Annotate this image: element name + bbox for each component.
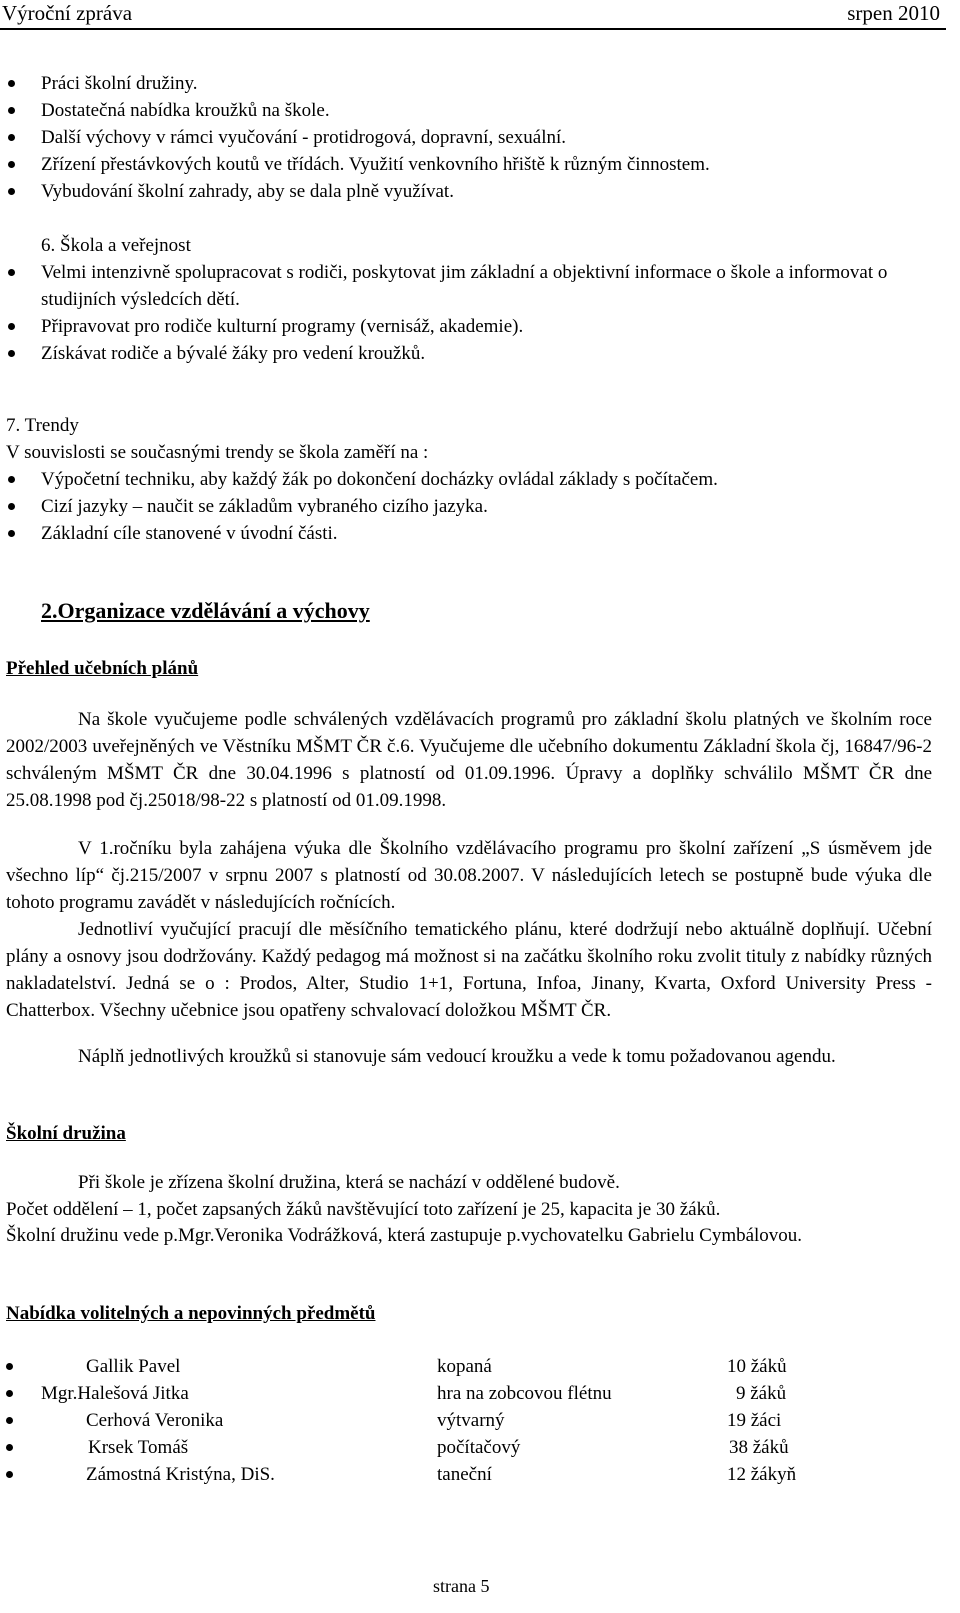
plans-heading: Přehled učebních plánů (6, 658, 199, 679)
plans-paragraph-4: Náplň jednotlivých kroužků si stanovuje sám vedoucí kroužku a vede k tomu požadovanou agendu. (78, 1046, 836, 1067)
list-item: Připravovat pro rodiče kulturní programy (vernisáž, akademie). (6, 313, 926, 340)
list-item: Vybudování školní zahrady, aby se dala plně využívat. (6, 178, 926, 205)
teacher-name: Mgr.Halešová Jitka (41, 1383, 189, 1404)
student-count: 9 žáků (736, 1383, 787, 1404)
bullet-icon (6, 1417, 13, 1424)
page-number: strana 5 (433, 1576, 490, 1596)
student-count: 12 žákyň (727, 1464, 797, 1485)
offer-heading: Nabídka volitelných a nepovinných předmětů (6, 1303, 376, 1324)
offer-row (0, 1434, 900, 1462)
chapter-2-title: 2.Organizace vzdělávání a výchovy (41, 598, 370, 623)
section-6-title: 6. Škola a veřejnost (41, 235, 191, 256)
section-7-list (6, 466, 926, 547)
document-date: srpen 2010 (847, 1, 940, 25)
page-header (0, 0, 946, 30)
bullet-icon (6, 1363, 13, 1370)
teacher-name: Cerhová Veronika (86, 1410, 224, 1431)
bullet-icon (6, 1471, 13, 1478)
teacher-name: Zámostná Kristýna, DiS. (86, 1464, 275, 1485)
student-count: 19 žáci (727, 1410, 782, 1431)
bullet-icon (6, 1390, 13, 1397)
list-item: Práci školní družiny. (6, 70, 926, 97)
subject: kopaná (437, 1356, 492, 1377)
list-item: Dostatečná nabídka kroužků na škole. (6, 97, 926, 124)
section-6-list (6, 259, 926, 367)
bullet-icon (6, 1444, 13, 1451)
plans-paragraph-1: Na škole vyučujeme podle schválených vzdělávacích programů pro základní školu platných ve školním roce 2002/2003 uveřejněných ve Věstníku MŠMT ČR č.6. Vyučujeme dle učebního dokumentu Základní škola čj, 16847/96-2 schváleným MŠMT ČR dne 30.04.1996 s platností od 01.09.1996. Úpravy a doplňky schválilo MŠMT ČR dne 25.08.1998 pod čj.25018/98-22 s platností od 01.09.1998. (6, 709, 932, 811)
offer-row (0, 1461, 900, 1489)
druzina-heading: Školní družina (6, 1123, 126, 1144)
plans-paragraph-2: V 1.ročníku byla zahájena výuka dle Školního vzdělávacího programu pro školní zařízení „S úsměvem jde všechno líp“ čj.215/2007 v srpnu 2007 s platností od 30.08.2007. V následujících letech se postupně bude výuka dle tohoto programu zavádět v následujících ročnících. (6, 838, 932, 913)
student-count: 38 žáků (729, 1437, 789, 1458)
list-item: Získávat rodiče a bývalé žáky pro vedení kroužků. (6, 340, 926, 367)
subject: výtvarný (437, 1410, 505, 1431)
teacher-name: Krsek Tomáš (88, 1437, 189, 1458)
plans-paragraph-3: Jednotliví vyučující pracují dle měsíčního tematického plánu, které dodržují nebo aktuálně doplňují. Učební plány a osnovy jsou dodržovány. Každý pedagog má možnost si na začátku školního roku zvolit tituly z nabídky různých nakladatelství. Jedná se o : Prodos, Alter, Studio 1+1, Fortuna, Infoa, Jinany, Kvarta, Oxford University Press - Chatterbox. Všechny učebnice jsou opatřeny schvalovací doložkou MŠMT ČR. (6, 919, 932, 1021)
druzina-line-3: Školní družinu vede p.Mgr.Veronika Vodrážková, která zastupuje p.vychovatelku Gabrielu Cymbálovou. (6, 1225, 803, 1246)
section-7-title: 7. Trendy (6, 415, 79, 436)
offer-row (0, 1380, 900, 1408)
druzina-line-2: Počet oddělení – 1, počet zapsaných žáků navštěvující toto zařízení je 25, kapacita je 30 žáků. (6, 1199, 721, 1220)
offer-row (0, 1353, 900, 1381)
list-item: Výpočetní techniku, aby každý žák po dokončení docházky ovládal základy s počítačem. (6, 466, 926, 493)
list-item: Velmi intenzivně spolupracovat s rodiči, poskytovat jim základní a objektivní informace o škole a informovat o studijních výsledcích dětí. (6, 259, 926, 313)
subject: počítačový (437, 1437, 521, 1458)
druzina-line-1: Při škole je zřízena školní družina, která se nachází v oddělené budově. (78, 1172, 620, 1193)
list-item: Další výchovy v rámci vyučování - protidrogová, dopravní, sexuální. (6, 124, 926, 151)
list-item: Cizí jazyky – naučit se základům vybraného cizího jazyka. (6, 493, 926, 520)
document-title: Výroční zpráva (2, 1, 133, 25)
list-item: Zřízení přestávkových koutů ve třídách. Využití venkovního hřiště k různým činnostem. (6, 151, 926, 178)
bullet-list-top (6, 70, 926, 205)
section-7-intro: V souvislosti se současnými trendy se škola zaměří na : (6, 442, 429, 463)
subject: hra na zobcovou flétnu (437, 1383, 612, 1404)
offer-row (0, 1407, 900, 1435)
teacher-name: Gallik Pavel (86, 1356, 181, 1377)
subject: taneční (437, 1464, 492, 1485)
student-count: 10 žáků (727, 1356, 787, 1377)
list-item: Základní cíle stanovené v úvodní části. (6, 520, 926, 547)
